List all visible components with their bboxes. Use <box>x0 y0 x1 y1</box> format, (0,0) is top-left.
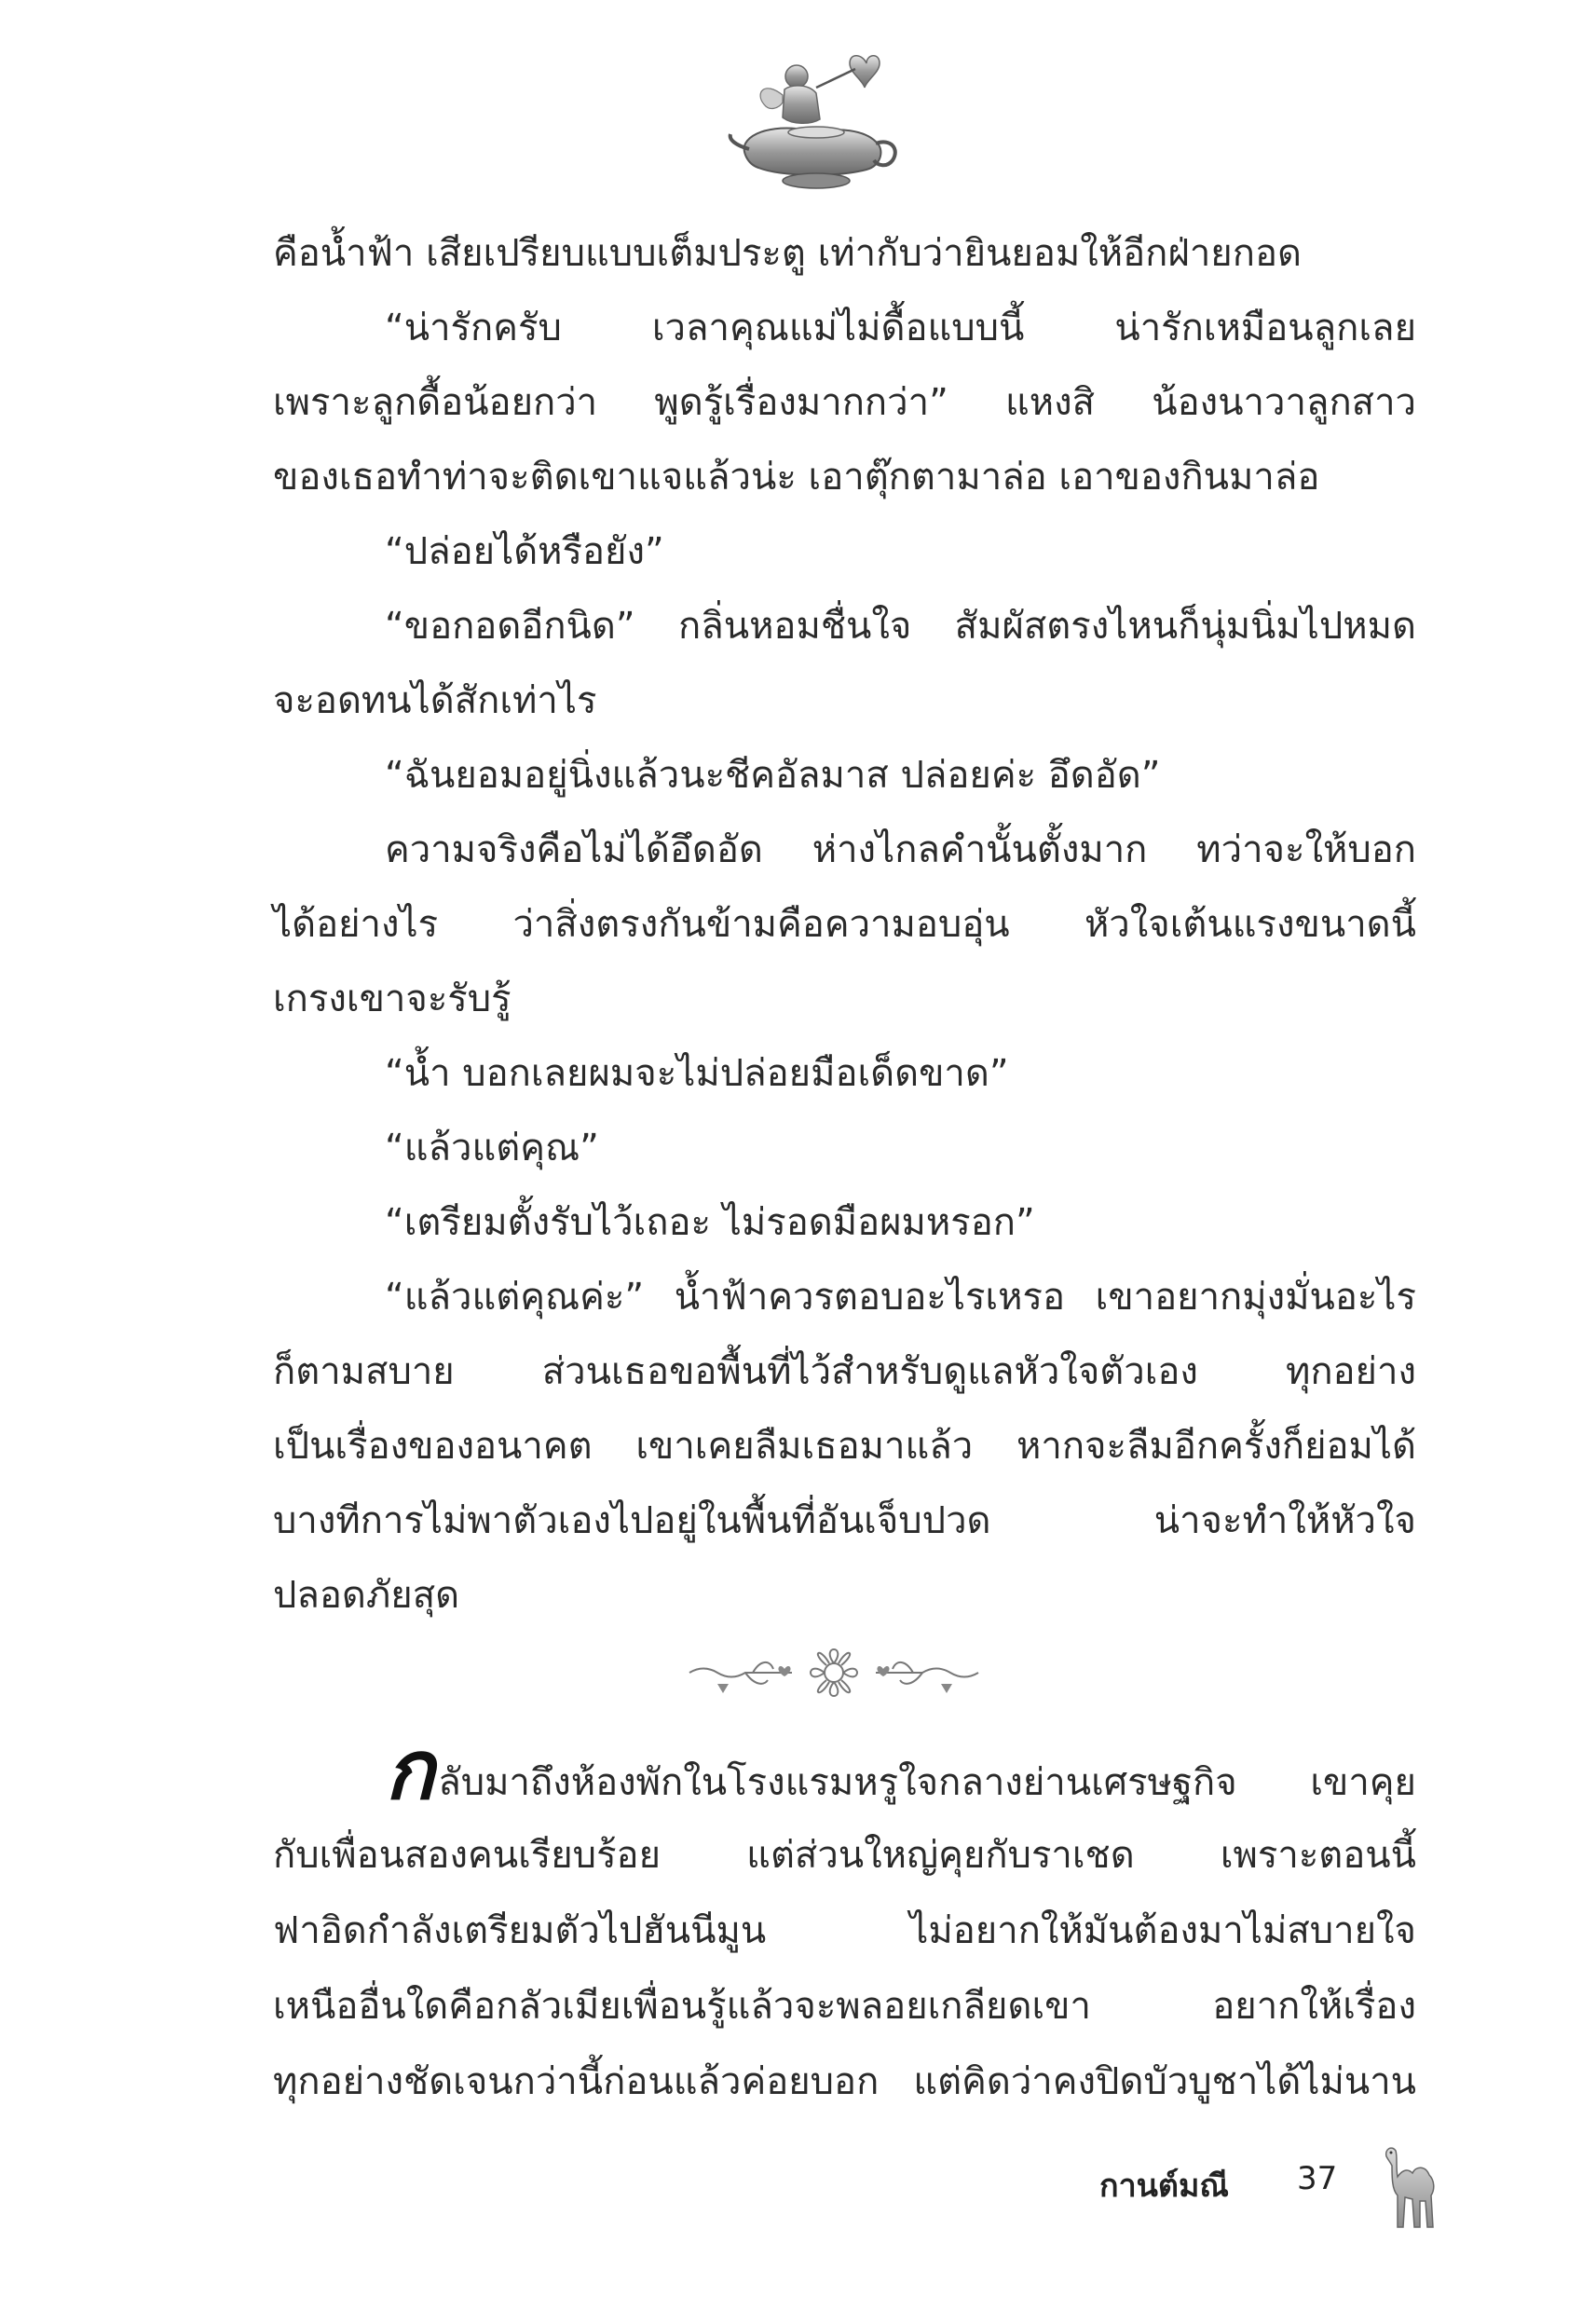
camel-icon <box>1379 2140 1444 2233</box>
text-line: บางทีการไม่พาตัวเองไปอยู่ในพื้นที่อันเจ็บปวด น่าจะทำให้หัวใจ <box>273 1499 1416 1542</box>
text-line: “แล้วแต่คุณค่ะ” น้ำฟ้าควรตอบอะไรเหรอ เขาอยากมุ่งมั่นอะไร <box>385 1276 1416 1319</box>
text-line: เพราะลูกดื้อน้อยกว่า พูดรู้เรื่องมากกว่า” แหงสิ น้องนาวาลูกสาว <box>273 381 1416 424</box>
text-line: ฟาอิดกำลังเตรียมตัวไปฮันนีมูน ไม่อยากให้มันต้องมาไม่สบายใจ <box>273 1909 1416 1952</box>
body-text <box>273 216 1416 1633</box>
text-line: ของเธอทำท่าจะติดเขาแจแล้วน่ะ เอาตุ๊กตามาล่อ เอาของกินมาล่อ <box>273 456 1320 499</box>
text-line: “ฉันยอมอยู่นิ่งแล้วนะชีคอัลมาส ปล่อยค่ะ อึดอัด” <box>385 754 1161 797</box>
text-line-with-dropcap <box>273 1722 1416 1818</box>
text-line: ปลอดภัยสุด <box>273 1574 460 1617</box>
page-footer <box>1099 2140 1453 2242</box>
text-line: “ขอกอดอีกนิด” กลิ่นหอมชื่นใจ สัมผัสตรงไหนก็นุ่มนิ่มไปหมด <box>385 605 1416 648</box>
page-number: 37 <box>1297 2160 1338 2197</box>
text-line: ความจริงคือไม่ได้อึดอัด ห่างไกลคำนั้นตั้งมาก ทว่าจะให้บอก <box>385 828 1416 871</box>
section-two-text <box>273 1722 1416 2120</box>
text-line: “น้ำ บอกเลยผมจะไม่ปล่อยมือเด็ดขาด” <box>385 1052 1009 1095</box>
text-line: ทุกอย่างชัดเจนกว่านี้ก่อนแล้วค่อยบอก แต่คิดว่าคงปิดบัวบูชาได้ไม่นาน <box>273 2060 1416 2103</box>
drop-cap: ก <box>385 1722 435 1818</box>
text-line: “น่ารักครับ เวลาคุณแม่ไม่ดื้อแบบนี้ น่ารักเหมือนลูกเลย <box>385 307 1416 349</box>
book-title: กานต์มณี <box>1099 2167 1229 2205</box>
text-line: จะอดทนได้สักเท่าไร <box>273 679 597 722</box>
text-line: ได้อย่างไร ว่าสิ่งตรงกันข้ามคือความอบอุ่น หัวใจเต้นแรงขนาดนี้ <box>273 903 1416 946</box>
text-line: “เตรียมตั้งรับไว้เถอะ ไม่รอดมือผมหรอก” <box>385 1201 1035 1244</box>
text-line: เหนืออื่นใดคือกลัวเมียเพื่อนรู้แล้วจะพลอยเกลียดเขา อยากให้เรื่อง <box>273 1985 1416 2028</box>
teapot-with-cupid-icon <box>727 47 904 196</box>
floral-divider-icon <box>680 1635 988 1710</box>
text-line: ลับมาถึงห้องพักในโรงแรมหรูใจกลางย่านเศรษฐกิจ เขาคุย <box>438 1761 1416 1804</box>
text-line: เป็นเรื่องของอนาคต เขาเคยลืมเธอมาแล้ว หากจะลืมอีกครั้งก็ย่อมได้ <box>273 1425 1416 1468</box>
text-line: ก็ตามสบาย ส่วนเธอขอพื้นที่ไว้สำหรับดูแลหัวใจตัวเอง ทุกอย่าง <box>273 1350 1416 1393</box>
text-line: “แล้วแต่คุณ” <box>385 1127 599 1169</box>
text-line: เกรงเขาจะรับรู้ <box>273 978 512 1020</box>
text-line: กับเพื่อนสองคนเรียบร้อย แต่ส่วนใหญ่คุยกับราเชด เพราะตอนนี้ <box>273 1834 1416 1877</box>
text-line: “ปล่อยได้หรือยัง” <box>385 530 664 573</box>
text-line: คือน้ำฟ้า เสียเปรียบแบบเต็มประตู เท่ากับว่ายินยอมให้อีกฝ่ายกอด <box>273 232 1302 275</box>
